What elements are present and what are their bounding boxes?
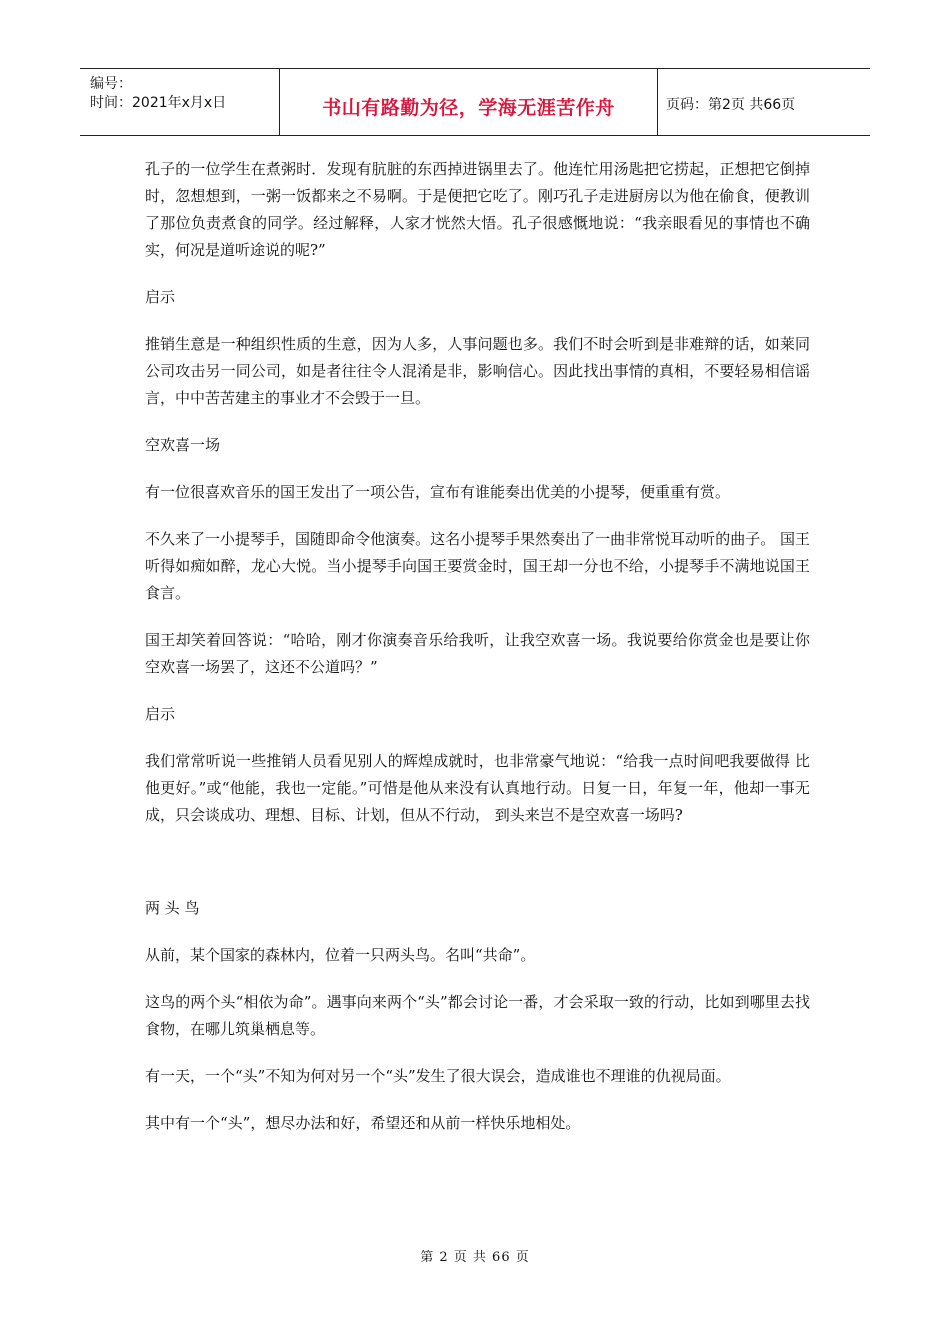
paragraph-bird-intro: 从前，某个国家的森林内，位着一只两头鸟。名叫“共命”。 [145, 946, 536, 964]
paragraph-confucius-story: 孔子的一位学生在煮粥时．发现有肮脏的东西掉进锅里去了。他连忙用汤匙把它捞起，正想把它倒掉时，忽想想到，一粥一饭都来之不易啊。于是便把它吃了。刚巧孔子走进厨房以为他在偷食，便教训了那位负责煮食的同学。经过解释，人家才恍然大悟。孔子很感慨地说：“我亲眼看见的事情也不确实，何况是道听途说的呢?” [145, 160, 810, 259]
section-title-empty-joy: 空欢喜一场 [145, 436, 221, 454]
header-page-number: 页码：第2页 共66页 [666, 97, 796, 113]
heading-insight: 启示 [145, 288, 176, 306]
page-header [80, 68, 870, 136]
document-date-label: 时间：2021年x月x日 [90, 95, 227, 111]
page-footer: 第 2 页 共 66 页 [420, 1250, 530, 1265]
paragraph-violinist: 不久来了一小提琴手，国随即命令他演奏。这名小提琴手果然奏出了一曲非常悦耳动听的曲子。 国王听得如痴如醉，龙心大悦。当小提琴手向国王要赏金时，国王却一分也不给，小提琴手不满地说国王食言。 [145, 530, 810, 602]
paragraph-bird-heads: 这鸟的两个头“相依为命”。遇事向来两个“头”都会讨论一番，才会采取一致的行动，比如到哪里去找食物，在哪儿筑巢栖息等。 [145, 993, 810, 1038]
paragraph-insight-action: 我们常常听说一些推销人员看见别人的辉煌成就时，也非常豪气地说：“给我一点时间吧我要做得 比他更好。”或“他能，我也一定能。”可惜是他从来没有认真地行动。日复一日，年复一年，他却一事无成，只会谈成功、理想、目标、计划，但从不行动， 到头来岂不是空欢喜一场吗? [145, 752, 810, 824]
paragraph-king-announcement: 有一位很喜欢音乐的国王发出了一项公告，宣布有谁能奏出优美的小提琴，便重重有赏。 [145, 483, 731, 501]
paragraph-bird-reconcile: 其中有一个“头”，想尽办法和好，希望还和从前一样快乐地相处。 [145, 1114, 581, 1132]
section-title-two-headed-bird: 两 头 鸟 [145, 899, 200, 917]
document-number-label: 编号： [90, 76, 132, 92]
header-meta [80, 69, 280, 135]
paragraph-insight-rumors: 推销生意是一种组织性质的生意，因为人多，人事问题也多。我们不时会听到是非难辩的话，如莱同公司攻击另一同公司，如是者往往令人混淆是非，影响信心。因此找出事情的真相，不要轻易相信谣言，中中苦苦建主的事业才不会毁于一旦。 [145, 335, 810, 407]
header-motto: 书山有路勤为径，学海无涯苦作舟 [280, 69, 658, 135]
document-body [145, 156, 810, 1137]
paragraph-king-reply: 国王却笑着回答说：“哈哈，刚才你演奏音乐给我听，让我空欢喜一场。我说要给你赏金也是要让你空欢喜一场罢了，这还不公道吗？” [145, 631, 810, 676]
paragraph-bird-quarrel: 有一天，一个“头”不知为何对另一个“头”发生了很大误会，造成谁也不理谁的仇视局面。 [145, 1067, 731, 1085]
heading-insight: 启示 [145, 705, 176, 723]
